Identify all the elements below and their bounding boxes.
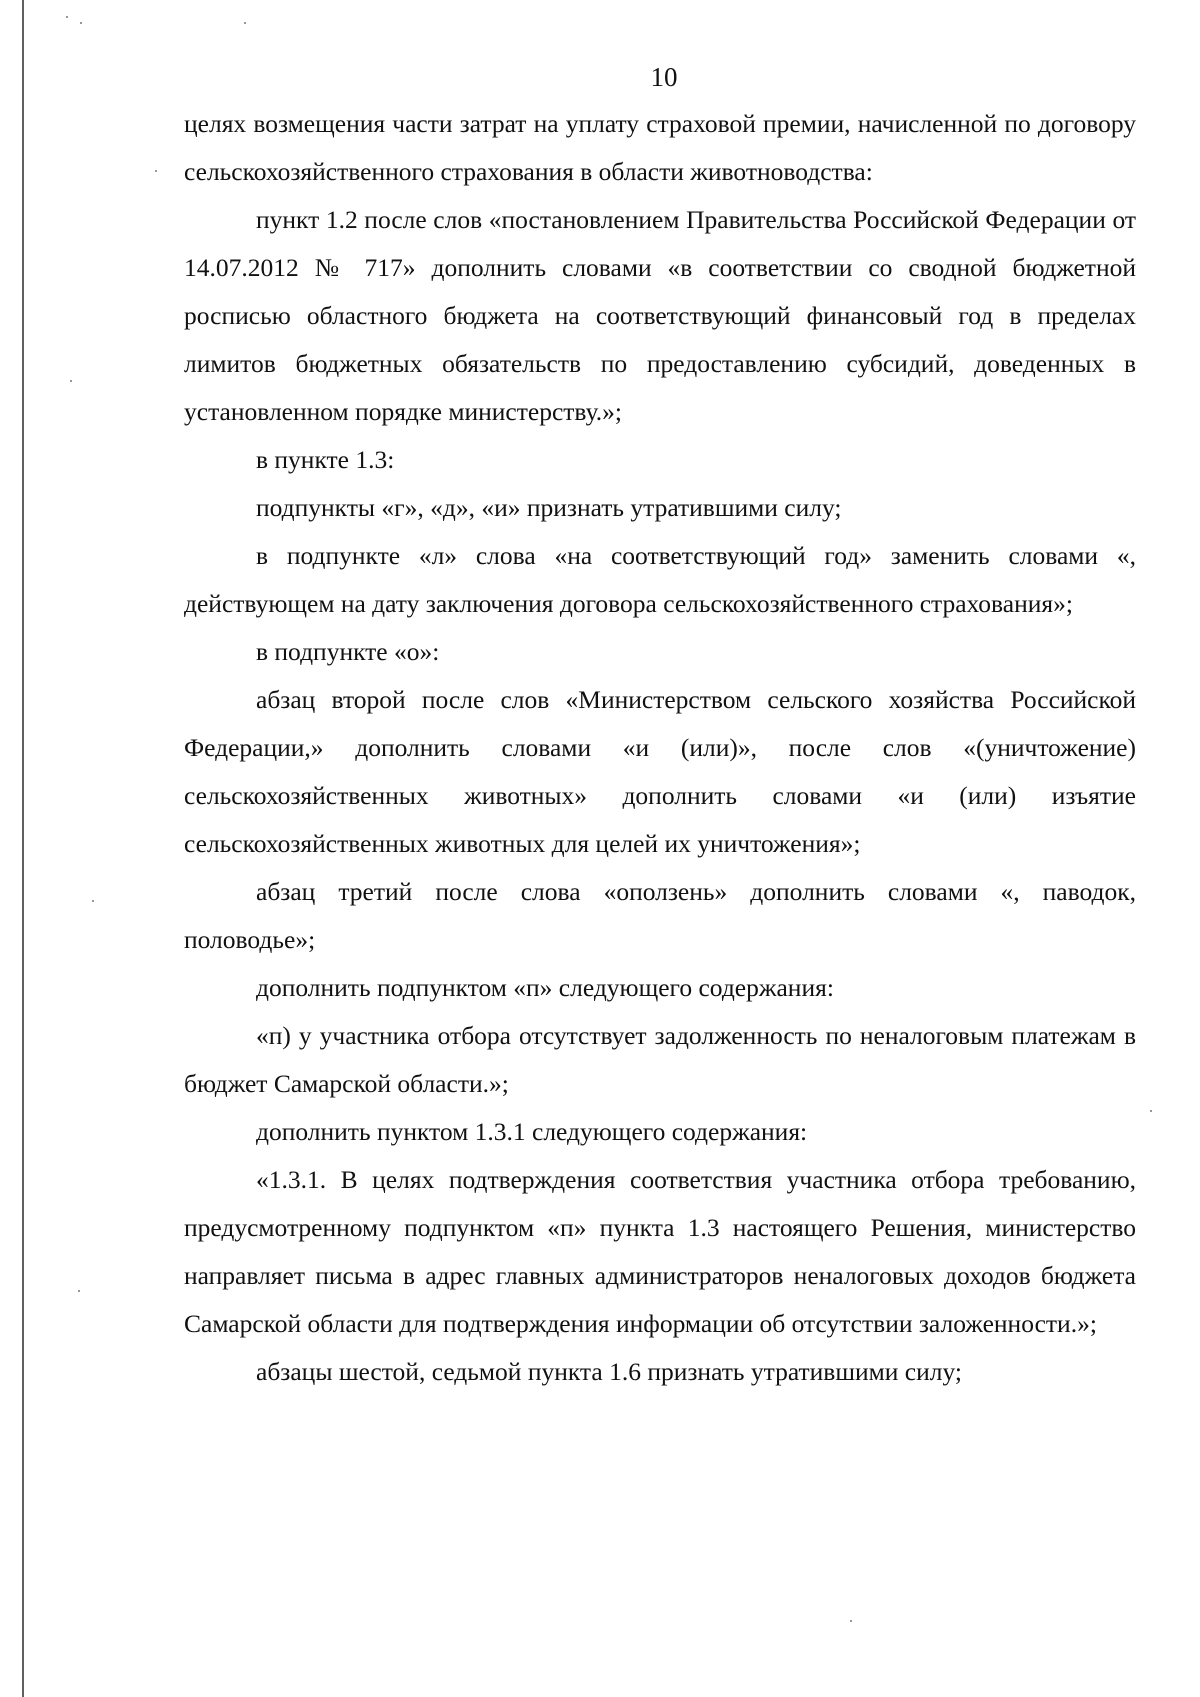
scan-speck [66, 16, 68, 18]
page-number: 10 [650, 62, 678, 92]
scan-edge-line [22, 0, 24, 1697]
paragraph: абзац второй после слов «Министерством сельского хозяйства Российской Федерации,» дополнить словами «и (или)», после слов «(уничтожение) сельскохозяйственных животных» дополнить словами «и (или) изъятие сельскохозяйственных животных для целей их уничтожения»; [184, 685, 1136, 858]
paragraph: абзацы шестой, седьмой пункта 1.6 признать утратившими силу; [256, 1357, 962, 1386]
scan-speck [1150, 1110, 1152, 1112]
paragraph: в пункте 1.3: [256, 445, 395, 474]
paragraph: «1.3.1. В целях подтверждения соответствия участника отбора требованию, предусмотренному подпунктом «п» пункта 1.3 настоящего Решения, министерство направляет письма в адрес главных администраторов неналоговых доходов бюджета Самарской области для подтверждения информации об отсутствии заложенности.»; [184, 1165, 1136, 1338]
scan-speck [80, 22, 82, 24]
paragraph: в подпункте «о»: [256, 637, 440, 666]
scan-speck [155, 170, 157, 172]
paragraph: «п) у участника отбора отсутствует задолженность по неналоговым платежам в бюджет Самарской области.»; [184, 1021, 1136, 1098]
scan-speck [244, 22, 246, 24]
paragraph: дополнить подпунктом «п» следующего содержания: [256, 973, 834, 1002]
paragraph: пункт 1.2 после слов «постановлением Правительства Российской Федерации от 14.07.2012 № 717» дополнить словами «в соответствии со сводной бюджетной росписью областного бюджета на соответствующий финансовый год в пределах лимитов бюджетных обязательств по предоставлению субсидий, доведенных в установленном порядке министерству.»; [184, 205, 1136, 426]
scan-speck [850, 1620, 852, 1622]
scan-speck [70, 380, 72, 382]
scan-speck [78, 1290, 80, 1292]
scan-speck [92, 900, 94, 902]
document-body [184, 100, 1136, 1396]
paragraph: подпункты «г», «д», «и» признать утратившими силу; [256, 493, 842, 522]
paragraph: дополнить пунктом 1.3.1 следующего содержания: [256, 1117, 808, 1146]
paragraph: абзац третий после слова «оползень» дополнить словами «, паводок, половодье»; [184, 877, 1136, 954]
paragraph: в подпункте «л» слова «на соответствующий год» заменить словами «, действующем на дату заключения договора сельскохозяйственного страхования»; [184, 541, 1136, 618]
paragraph: целях возмещения части затрат на уплату страховой премии, начисленной по договору сельскохозяйственного страхования в области животноводства: [184, 109, 1136, 186]
